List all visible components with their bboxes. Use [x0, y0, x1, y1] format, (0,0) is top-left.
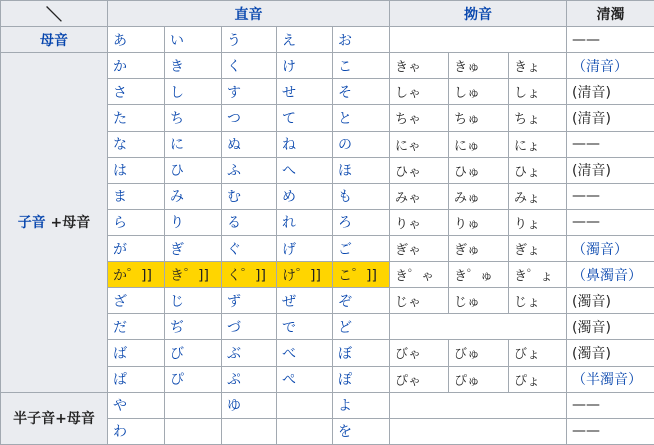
youon-cell: き゜ゅ — [449, 262, 509, 288]
kana-cell[interactable]: げ — [277, 235, 333, 261]
youon-cell: き゜ゃ — [390, 262, 449, 288]
kana-cell[interactable]: う — [222, 27, 277, 53]
kana-cell[interactable]: け゜]] — [277, 262, 333, 288]
kana-cell[interactable]: ぷ — [222, 366, 277, 392]
kana-cell[interactable]: ぢ — [165, 314, 222, 340]
youon-cell: しゃ — [390, 79, 449, 105]
youon-cell: ちゅ — [449, 105, 509, 131]
kana-cell[interactable]: ひ — [165, 157, 222, 183]
kana-cell[interactable]: き — [165, 53, 222, 79]
kana-cell[interactable]: ぞ — [333, 288, 390, 314]
table-row — [1, 27, 654, 53]
seidaku-cell: —— — [567, 27, 654, 53]
kana-cell[interactable]: い — [165, 27, 222, 53]
seidaku-link[interactable]: （鼻濁音） — [572, 267, 643, 284]
kana-cell[interactable]: ぴ — [165, 366, 222, 392]
kana-cell[interactable]: く゜]] — [222, 262, 277, 288]
seidaku-header: 清濁 — [567, 1, 654, 27]
kana-cell[interactable]: ぺ — [277, 366, 333, 392]
kana-cell — [165, 392, 222, 418]
seidaku-cell[interactable] — [567, 366, 654, 392]
kana-cell[interactable]: め — [277, 183, 333, 209]
seidaku-link[interactable]: （濁音） — [572, 241, 629, 258]
seidaku-cell: (濁音) — [567, 314, 654, 340]
kana-cell[interactable]: ず — [222, 288, 277, 314]
kana-cell[interactable]: が — [108, 235, 165, 261]
youon-cell: みょ — [509, 183, 567, 209]
kana-cell[interactable]: む — [222, 183, 277, 209]
kana-cell[interactable]: か゜]] — [108, 262, 165, 288]
kana-cell[interactable]: ふ — [222, 157, 277, 183]
seidaku-cell: —— — [567, 131, 654, 157]
seidaku-cell[interactable] — [567, 262, 654, 288]
seidaku-cell[interactable] — [567, 235, 654, 261]
empty-youon-cell — [390, 27, 567, 53]
kana-cell[interactable]: そ — [333, 79, 390, 105]
empty-youon-cell — [390, 418, 567, 444]
kana-cell[interactable]: ろ — [333, 209, 390, 235]
seidaku-cell: (清音) — [567, 157, 654, 183]
empty-youon-cell — [390, 392, 567, 418]
kana-cell — [165, 418, 222, 444]
kana-cell[interactable]: し — [165, 79, 222, 105]
kana-cell[interactable]: じ — [165, 288, 222, 314]
youon-cell: きゃ — [390, 53, 449, 79]
seidaku-link[interactable]: （半濁音） — [572, 372, 643, 389]
kana-cell[interactable]: ぼ — [333, 340, 390, 366]
kana-cell[interactable]: さ — [108, 79, 165, 105]
kana-cell[interactable]: ゆ — [222, 392, 277, 418]
kana-cell[interactable]: こ゜]] — [333, 262, 390, 288]
kana-cell[interactable]: も — [333, 183, 390, 209]
kana-cell[interactable]: て — [277, 105, 333, 131]
kana-cell[interactable]: す — [222, 79, 277, 105]
seidaku-cell: (清音) — [567, 105, 654, 131]
youon-cell: じょ — [509, 288, 567, 314]
seidaku-link[interactable]: （清音） — [572, 58, 629, 75]
kana-cell[interactable]: け — [277, 53, 333, 79]
kana-cell[interactable]: お — [333, 27, 390, 53]
seidaku-cell: —— — [567, 418, 654, 444]
table-row — [1, 392, 654, 418]
kana-cell[interactable]: ど — [333, 314, 390, 340]
kana-cell[interactable]: を — [333, 418, 390, 444]
kana-cell[interactable]: き゜]] — [165, 262, 222, 288]
kana-cell[interactable]: ぶ — [222, 340, 277, 366]
youon-cell: ひゃ — [390, 157, 449, 183]
youon-cell: じゅ — [449, 288, 509, 314]
kana-cell[interactable]: ぱ — [108, 366, 165, 392]
youon-cell: りゃ — [390, 209, 449, 235]
youon-cell: にょ — [509, 131, 567, 157]
youon-cell: ぴょ — [509, 366, 567, 392]
kana-cell[interactable]: る — [222, 209, 277, 235]
youon-cell: びゅ — [449, 340, 509, 366]
youon-cell: きゅ — [449, 53, 509, 79]
seidaku-cell: (濁音) — [567, 288, 654, 314]
kana-cell[interactable]: べ — [277, 340, 333, 366]
table-row — [1, 53, 654, 79]
youon-cell: ぴゃ — [390, 366, 449, 392]
kana-cell[interactable]: と — [333, 105, 390, 131]
kana-cell[interactable]: よ — [333, 392, 390, 418]
consonant-link[interactable]: 子音 — [17, 215, 46, 232]
youon-cell: きょ — [509, 53, 567, 79]
youon-cell: ぎゃ — [390, 235, 449, 261]
youon-cell: しゅ — [449, 79, 509, 105]
header-row — [1, 1, 654, 27]
seidaku-cell: —— — [567, 209, 654, 235]
kana-cell[interactable]: わ — [108, 418, 165, 444]
corner-cell: ＼ — [1, 1, 108, 27]
kana-cell[interactable]: ぬ — [222, 131, 277, 157]
kana-cell[interactable]: ね — [277, 131, 333, 157]
kana-cell — [222, 418, 277, 444]
empty-youon-cell — [390, 314, 567, 340]
kana-cell[interactable]: せ — [277, 79, 333, 105]
kana-cell[interactable]: つ — [222, 105, 277, 131]
kana-cell[interactable]: づ — [222, 314, 277, 340]
kana-cell[interactable]: た — [108, 105, 165, 131]
kana-cell[interactable]: ま — [108, 183, 165, 209]
kana-cell[interactable]: に — [165, 131, 222, 157]
kana-cell[interactable]: か — [108, 53, 165, 79]
seidaku-cell: —— — [567, 183, 654, 209]
youon-cell: にゅ — [449, 131, 509, 157]
seidaku-cell: —— — [567, 392, 654, 418]
youon-cell: みゅ — [449, 183, 509, 209]
kana-cell[interactable]: で — [277, 314, 333, 340]
youon-cell: き゜ょ — [509, 262, 567, 288]
kana-cell[interactable]: ほ — [333, 157, 390, 183]
youon-cell: りょ — [509, 209, 567, 235]
direct-sound-header[interactable]: 直音 — [108, 1, 390, 27]
kana-cell[interactable]: み — [165, 183, 222, 209]
youon-cell: じゃ — [390, 288, 449, 314]
youon-header[interactable]: 拗音 — [390, 1, 567, 27]
kana-cell[interactable]: ぽ — [333, 366, 390, 392]
youon-cell: ちょ — [509, 105, 567, 131]
youon-cell: しょ — [509, 79, 567, 105]
kana-cell[interactable]: ば — [108, 340, 165, 366]
semivowel-row-header: 半子音+母音 — [1, 392, 108, 444]
kana-cell[interactable]: え — [277, 27, 333, 53]
kana-cell[interactable]: の — [333, 131, 390, 157]
vowel-row-header[interactable]: 母音 — [1, 27, 108, 53]
youon-cell: びゃ — [390, 340, 449, 366]
kana-cell[interactable]: だ — [108, 314, 165, 340]
seidaku-cell: (清音) — [567, 79, 654, 105]
youon-cell: ぴゅ — [449, 366, 509, 392]
kana-cell[interactable]: ぜ — [277, 288, 333, 314]
youon-cell: りゅ — [449, 209, 509, 235]
kana-cell[interactable]: り — [165, 209, 222, 235]
youon-cell: ぎゅ — [449, 235, 509, 261]
kana-cell[interactable]: な — [108, 131, 165, 157]
plus-vowel-label: +母音 — [45, 215, 91, 232]
kana-cell[interactable]: や — [108, 392, 165, 418]
youon-cell: にゃ — [390, 131, 449, 157]
kana-cell[interactable]: ぐ — [222, 235, 277, 261]
seidaku-cell[interactable] — [567, 53, 654, 79]
kana-cell[interactable]: れ — [277, 209, 333, 235]
kana-cell[interactable]: ぎ — [165, 235, 222, 261]
kana-cell[interactable]: ざ — [108, 288, 165, 314]
youon-cell: ぎょ — [509, 235, 567, 261]
kana-cell[interactable]: く — [222, 53, 277, 79]
kana-cell[interactable]: ご — [333, 235, 390, 261]
kana-cell[interactable]: あ — [108, 27, 165, 53]
kana-cell[interactable]: こ — [333, 53, 390, 79]
youon-cell: みゃ — [390, 183, 449, 209]
kana-cell[interactable]: へ — [277, 157, 333, 183]
youon-cell: びょ — [509, 340, 567, 366]
kana-cell[interactable]: は — [108, 157, 165, 183]
youon-cell: ひょ — [509, 157, 567, 183]
kana-cell[interactable]: ち — [165, 105, 222, 131]
kana-cell — [277, 392, 333, 418]
seidaku-cell: (濁音) — [567, 340, 654, 366]
kana-cell[interactable]: び — [165, 340, 222, 366]
youon-cell: ひゅ — [449, 157, 509, 183]
consonant-vowel-row-header — [1, 53, 108, 392]
youon-cell: ちゃ — [390, 105, 449, 131]
kana-cell[interactable]: ら — [108, 209, 165, 235]
kana-cell — [277, 418, 333, 444]
